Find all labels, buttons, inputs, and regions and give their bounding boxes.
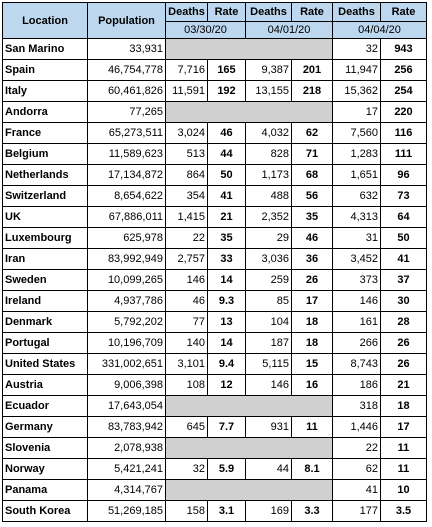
population-cell[interactable]: 46,754,778 (88, 60, 166, 81)
deaths-cell-3[interactable]: 32 (333, 39, 381, 60)
rate-cell-3[interactable]: 64 (381, 207, 427, 228)
rate-cell-2[interactable]: 18 (292, 333, 333, 354)
no-data-cell[interactable] (166, 438, 333, 459)
deaths-cell-3[interactable]: 7,560 (333, 123, 381, 144)
date-header-2[interactable]: 04/01/20 (246, 22, 333, 39)
rate-cell-1[interactable]: 44 (208, 144, 246, 165)
rate-cell-3[interactable]: 41 (381, 249, 427, 270)
no-data-cell[interactable] (166, 102, 333, 123)
location-cell[interactable]: UK (3, 207, 88, 228)
deaths-cell-3[interactable]: 632 (333, 186, 381, 207)
table-row (3, 228, 427, 249)
population-cell[interactable]: 65,273,511 (88, 123, 166, 144)
rate-cell-1[interactable]: 9.3 (208, 291, 246, 312)
deaths-cell-1[interactable]: 32 (166, 459, 208, 480)
population-cell[interactable]: 10,099,265 (88, 270, 166, 291)
rate-cell-2[interactable]: 3.3 (292, 501, 333, 522)
rate-cell-3[interactable]: 30 (381, 291, 427, 312)
location-cell[interactable]: Switzerland (3, 186, 88, 207)
rate-cell-3[interactable]: 37 (381, 270, 427, 291)
rate-cell-2[interactable]: 201 (292, 60, 333, 81)
deaths-cell-1[interactable]: 22 (166, 228, 208, 249)
deaths-cell-3[interactable]: 8,743 (333, 354, 381, 375)
rate-cell-2[interactable]: 26 (292, 270, 333, 291)
deaths-cell-3[interactable]: 41 (333, 480, 381, 501)
rate-cell-2[interactable]: 56 (292, 186, 333, 207)
deaths-cell-1[interactable]: 146 (166, 270, 208, 291)
deaths-cell-1[interactable]: 645 (166, 417, 208, 438)
rate-cell-2[interactable]: 218 (292, 81, 333, 102)
population-cell[interactable]: 83,783,942 (88, 417, 166, 438)
population-cell[interactable]: 83,992,949 (88, 249, 166, 270)
population-header[interactable]: Population (88, 3, 166, 39)
table-row (3, 144, 427, 165)
table-row (3, 60, 427, 81)
deaths-cell-1[interactable]: 77 (166, 312, 208, 333)
deaths-cell-1[interactable]: 140 (166, 333, 208, 354)
deaths-cell-1[interactable]: 158 (166, 501, 208, 522)
location-cell[interactable]: San Marino (3, 39, 88, 60)
deaths-cell-3[interactable]: 1,283 (333, 144, 381, 165)
deaths-cell-2[interactable]: 146 (246, 375, 292, 396)
table-row (3, 102, 427, 123)
deaths-cell-2[interactable]: 5,115 (246, 354, 292, 375)
deaths-cell-2[interactable]: 2,352 (246, 207, 292, 228)
deaths-cell-2[interactable]: 259 (246, 270, 292, 291)
deaths-cell-1[interactable]: 108 (166, 375, 208, 396)
deaths-cell-3[interactable]: 318 (333, 396, 381, 417)
rate-cell-2[interactable]: 46 (292, 228, 333, 249)
rate-cell-2[interactable]: 35 (292, 207, 333, 228)
population-cell[interactable]: 8,654,622 (88, 186, 166, 207)
location-cell[interactable]: Iran (3, 249, 88, 270)
deaths-cell-3[interactable]: 146 (333, 291, 381, 312)
deaths-cell-3[interactable]: 266 (333, 333, 381, 354)
table-row (3, 291, 427, 312)
table-row (3, 312, 427, 333)
location-cell[interactable]: Austria (3, 375, 88, 396)
rate-cell-1[interactable]: 165 (208, 60, 246, 81)
population-cell[interactable]: 17,643,054 (88, 396, 166, 417)
rate-cell-1[interactable]: 192 (208, 81, 246, 102)
deaths-cell-2[interactable]: 4,032 (246, 123, 292, 144)
table-row (3, 459, 427, 480)
location-cell[interactable]: Portugal (3, 333, 88, 354)
location-cell[interactable]: South Korea (3, 501, 88, 522)
deaths-cell-3[interactable]: 1,651 (333, 165, 381, 186)
deaths-cell-1[interactable]: 7,716 (166, 60, 208, 81)
rate-cell-3[interactable]: 28 (381, 312, 427, 333)
rate-cell-2[interactable]: 18 (292, 312, 333, 333)
population-cell[interactable]: 67,886,011 (88, 207, 166, 228)
rate-cell-1[interactable]: 33 (208, 249, 246, 270)
location-header[interactable]: Location (3, 3, 88, 39)
rate-cell-3[interactable]: 96 (381, 165, 427, 186)
table-row (3, 186, 427, 207)
location-cell[interactable]: France (3, 123, 88, 144)
deaths-cell-3[interactable]: 62 (333, 459, 381, 480)
rate-cell-1[interactable]: 14 (208, 270, 246, 291)
deaths-header-3[interactable]: Deaths (333, 3, 381, 22)
rate-cell-1[interactable]: 12 (208, 375, 246, 396)
deaths-cell-2[interactable]: 1,173 (246, 165, 292, 186)
deaths-cell-3[interactable]: 17 (333, 102, 381, 123)
rate-cell-3[interactable]: 220 (381, 102, 427, 123)
table-row (3, 501, 427, 522)
header-row (3, 3, 427, 22)
location-cell[interactable]: Luxembourg (3, 228, 88, 249)
location-cell[interactable]: Sweden (3, 270, 88, 291)
rate-cell-3[interactable]: 943 (381, 39, 427, 60)
deaths-cell-3[interactable]: 4,313 (333, 207, 381, 228)
table-row (3, 354, 427, 375)
table-row (3, 81, 427, 102)
deaths-cell-1[interactable]: 3,024 (166, 123, 208, 144)
rate-header-2[interactable]: Rate (292, 3, 333, 22)
rate-cell-3[interactable]: 3.5 (381, 501, 427, 522)
rate-header-1[interactable]: Rate (208, 3, 246, 22)
rate-cell-2[interactable]: 8.1 (292, 459, 333, 480)
deaths-cell-3[interactable]: 15,362 (333, 81, 381, 102)
rate-cell-3[interactable]: 10 (381, 480, 427, 501)
rate-cell-3[interactable]: 26 (381, 354, 427, 375)
rate-cell-3[interactable]: 50 (381, 228, 427, 249)
deaths-cell-2[interactable]: 104 (246, 312, 292, 333)
rate-cell-1[interactable]: 14 (208, 333, 246, 354)
rate-cell-3[interactable]: 254 (381, 81, 427, 102)
population-cell[interactable]: 33,931 (88, 39, 166, 60)
date-header-3[interactable]: 04/04/20 (333, 22, 427, 39)
deaths-cell-1[interactable]: 1,415 (166, 207, 208, 228)
deaths-cell-3[interactable]: 31 (333, 228, 381, 249)
rate-cell-2[interactable]: 17 (292, 291, 333, 312)
location-cell[interactable]: Norway (3, 459, 88, 480)
table-row (3, 438, 427, 459)
no-data-cell[interactable] (166, 480, 333, 501)
location-cell[interactable]: Italy (3, 81, 88, 102)
location-cell[interactable]: Ecuador (3, 396, 88, 417)
date-header-1[interactable]: 03/30/20 (166, 22, 246, 39)
table-row (3, 375, 427, 396)
population-cell[interactable]: 625,978 (88, 228, 166, 249)
rate-cell-3[interactable]: 21 (381, 375, 427, 396)
population-cell[interactable]: 331,002,651 (88, 354, 166, 375)
rate-cell-3[interactable]: 111 (381, 144, 427, 165)
deaths-cell-2[interactable]: 29 (246, 228, 292, 249)
rate-cell-1[interactable]: 5.9 (208, 459, 246, 480)
deaths-cell-3[interactable]: 22 (333, 438, 381, 459)
population-cell[interactable]: 9,006,398 (88, 375, 166, 396)
no-data-cell[interactable] (166, 396, 333, 417)
population-cell[interactable]: 2,078,938 (88, 438, 166, 459)
rate-cell-3[interactable]: 17 (381, 417, 427, 438)
table-row (3, 333, 427, 354)
deaths-cell-3[interactable]: 3,452 (333, 249, 381, 270)
deaths-cell-3[interactable]: 1,446 (333, 417, 381, 438)
deaths-cell-3[interactable]: 11,947 (333, 60, 381, 81)
table-row (3, 480, 427, 501)
deaths-cell-1[interactable]: 354 (166, 186, 208, 207)
deaths-cell-2[interactable]: 931 (246, 417, 292, 438)
deaths-cell-1[interactable]: 2,757 (166, 249, 208, 270)
population-cell[interactable]: 17,134,872 (88, 165, 166, 186)
table-row (3, 39, 427, 60)
rate-cell-1[interactable]: 41 (208, 186, 246, 207)
location-cell[interactable]: Andorra (3, 102, 88, 123)
deaths-cell-3[interactable]: 177 (333, 501, 381, 522)
table-row (3, 270, 427, 291)
population-cell[interactable]: 11,589,623 (88, 144, 166, 165)
deaths-header-1[interactable]: Deaths (166, 3, 208, 22)
covid-deaths-table (2, 2, 427, 522)
table-row (3, 123, 427, 144)
rate-cell-1[interactable]: 3.1 (208, 501, 246, 522)
deaths-cell-2[interactable]: 187 (246, 333, 292, 354)
deaths-cell-3[interactable]: 161 (333, 312, 381, 333)
deaths-cell-2[interactable]: 44 (246, 459, 292, 480)
location-cell[interactable]: Panama (3, 480, 88, 501)
deaths-cell-2[interactable]: 828 (246, 144, 292, 165)
rate-cell-2[interactable]: 68 (292, 165, 333, 186)
rate-header-3[interactable]: Rate (381, 3, 427, 22)
location-cell[interactable]: Spain (3, 60, 88, 81)
rate-cell-2[interactable]: 16 (292, 375, 333, 396)
rate-cell-1[interactable]: 13 (208, 312, 246, 333)
population-cell[interactable]: 4,314,767 (88, 480, 166, 501)
location-cell[interactable]: Ireland (3, 291, 88, 312)
rate-cell-2[interactable]: 11 (292, 417, 333, 438)
rate-cell-3[interactable]: 18 (381, 396, 427, 417)
rate-cell-2[interactable]: 62 (292, 123, 333, 144)
rate-cell-3[interactable]: 256 (381, 60, 427, 81)
deaths-cell-3[interactable]: 373 (333, 270, 381, 291)
table-row (3, 249, 427, 270)
deaths-header-2[interactable]: Deaths (246, 3, 292, 22)
deaths-cell-1[interactable]: 46 (166, 291, 208, 312)
deaths-cell-1[interactable]: 11,591 (166, 81, 208, 102)
rate-cell-3[interactable]: 11 (381, 438, 427, 459)
rate-cell-3[interactable]: 73 (381, 186, 427, 207)
location-cell[interactable]: Belgium (3, 144, 88, 165)
rate-cell-1[interactable]: 35 (208, 228, 246, 249)
deaths-cell-3[interactable]: 186 (333, 375, 381, 396)
table-body (3, 39, 427, 522)
location-cell[interactable]: Germany (3, 417, 88, 438)
rate-cell-1[interactable]: 50 (208, 165, 246, 186)
deaths-cell-1[interactable]: 864 (166, 165, 208, 186)
no-data-cell[interactable] (166, 39, 333, 60)
deaths-cell-2[interactable]: 13,155 (246, 81, 292, 102)
rate-cell-1[interactable]: 21 (208, 207, 246, 228)
rate-cell-2[interactable]: 36 (292, 249, 333, 270)
population-cell[interactable]: 77,265 (88, 102, 166, 123)
population-cell[interactable]: 51,269,185 (88, 501, 166, 522)
rate-cell-1[interactable]: 7.7 (208, 417, 246, 438)
deaths-cell-1[interactable]: 3,101 (166, 354, 208, 375)
location-cell[interactable]: United States (3, 354, 88, 375)
deaths-cell-2[interactable]: 488 (246, 186, 292, 207)
rate-cell-1[interactable]: 9.4 (208, 354, 246, 375)
population-cell[interactable]: 10,196,709 (88, 333, 166, 354)
deaths-cell-2[interactable]: 9,387 (246, 60, 292, 81)
population-cell[interactable]: 5,792,202 (88, 312, 166, 333)
population-cell[interactable]: 4,937,786 (88, 291, 166, 312)
deaths-cell-2[interactable]: 3,036 (246, 249, 292, 270)
rate-cell-3[interactable]: 11 (381, 459, 427, 480)
population-cell[interactable]: 60,461,826 (88, 81, 166, 102)
deaths-cell-2[interactable]: 85 (246, 291, 292, 312)
population-cell[interactable]: 5,421,241 (88, 459, 166, 480)
location-cell[interactable]: Slovenia (3, 438, 88, 459)
rate-cell-3[interactable]: 116 (381, 123, 427, 144)
table-row (3, 417, 427, 438)
deaths-cell-1[interactable]: 513 (166, 144, 208, 165)
rate-cell-3[interactable]: 26 (381, 333, 427, 354)
table-row (3, 396, 427, 417)
table-row (3, 165, 427, 186)
location-cell[interactable]: Netherlands (3, 165, 88, 186)
location-cell[interactable]: Denmark (3, 312, 88, 333)
deaths-cell-2[interactable]: 169 (246, 501, 292, 522)
rate-cell-2[interactable]: 15 (292, 354, 333, 375)
rate-cell-1[interactable]: 46 (208, 123, 246, 144)
table-row (3, 207, 427, 228)
rate-cell-2[interactable]: 71 (292, 144, 333, 165)
